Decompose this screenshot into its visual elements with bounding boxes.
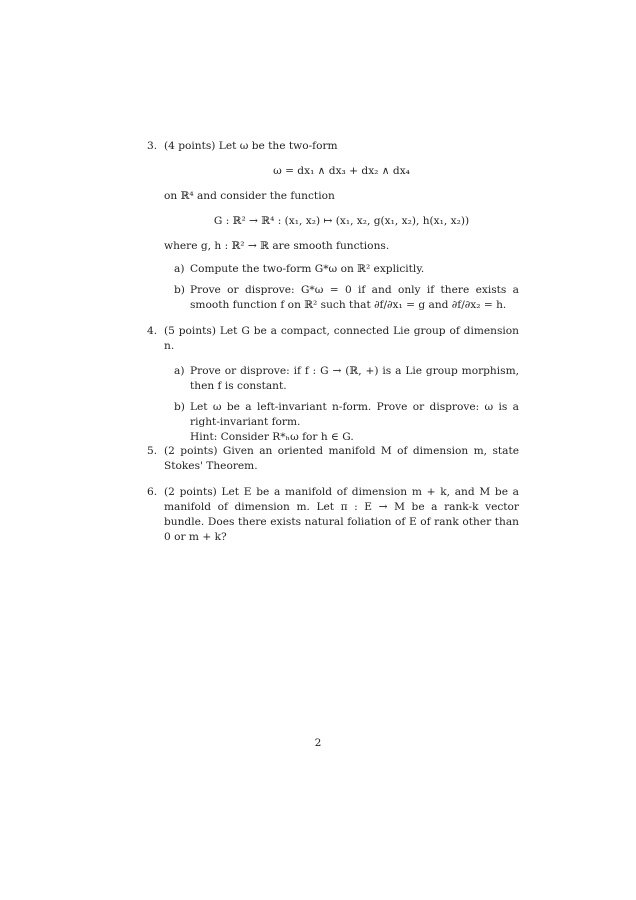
problem-text: (2 points) Given an oriented manifold M of dimension m, state Stokes' Theorem. [164, 445, 519, 472]
problem-6 [147, 485, 519, 545]
problem-number: 4. [147, 325, 158, 337]
subpart-b [174, 400, 519, 445]
subpart-label: b) [174, 401, 185, 413]
problem-intro: (4 points) Let ω be the two-form [164, 140, 338, 152]
subpart-text: Prove or disprove: if f : G → (ℝ, +) is a Lie group morphism, then f is constant. [190, 365, 519, 392]
page-number: 2 [314, 737, 322, 749]
formula-function-g: G : ℝ² → ℝ⁴ : (x₁, x₂) ↦ (x₁, x₂, g(x₁, x₂), h(x₁, x₂)) [213, 215, 470, 227]
problem-5 [147, 444, 519, 474]
problem-4 [147, 324, 519, 445]
problem-text: where g, h : ℝ² → ℝ are smooth functions. [164, 240, 390, 252]
formula-two-form: ω = dx₁ ∧ dx₃ + dx₂ ∧ dx₄ [273, 165, 410, 177]
subpart-label: a) [174, 263, 185, 275]
subpart-a [174, 262, 519, 277]
subpart-text: Let ω be a left-invariant n-form. Prove or disprove: ω is a right-invariant form. [190, 401, 519, 428]
problem-text: on ℝ⁴ and consider the function [164, 190, 335, 202]
subpart-text: Prove or disprove: G*ω = 0 if and only if there exists a smooth function f on ℝ² such that ∂f/∂x₁ = g and ∂f/∂x₂ = h. [190, 284, 519, 311]
problem-number: 6. [147, 486, 158, 498]
hint-text: Hint: Consider R*ₕω for h ∈ G. [190, 431, 354, 443]
problem-text: (2 points) Let E be a manifold of dimension m + k, and M be a manifold of dimension m. Let π : E → M be a rank-k vector bundle. Does there exists natural foliation of E of rank other than 0 or m + k? [164, 486, 519, 543]
subpart-b [174, 283, 519, 313]
problem-number: 5. [147, 445, 158, 457]
subpart-label: b) [174, 284, 185, 296]
subpart-label: a) [174, 365, 185, 377]
problem-intro: (5 points) Let G be a compact, connected Lie group of dimension n. [164, 325, 519, 352]
subpart-a [174, 364, 519, 394]
problem-number: 3. [147, 140, 158, 152]
subpart-text: Compute the two-form G*ω on ℝ² explicitly. [190, 263, 425, 275]
problem-3 [147, 139, 519, 313]
